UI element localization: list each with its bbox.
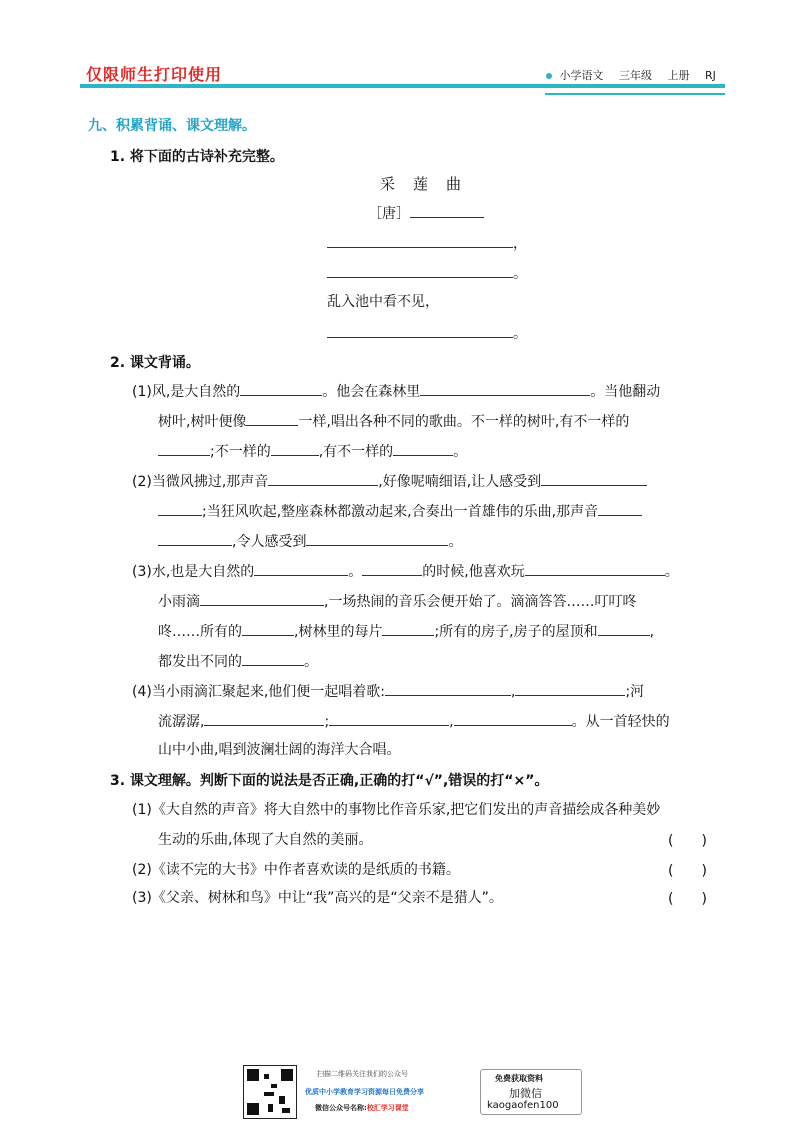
punct: ， [513, 236, 527, 252]
text: ,令人感受到 [232, 534, 307, 550]
text: (4)当小雨滴汇聚起来,他们便一起唱着歌: [132, 684, 385, 700]
volume-label: 上册 [667, 69, 690, 82]
recite-paragraph-4-line-2 [158, 710, 670, 732]
question-1-label: 1. 将下面的古诗补充完整。 [110, 149, 284, 165]
text: 都发出不同的 [158, 654, 242, 670]
bullet-icon [546, 73, 552, 79]
text: , [649, 624, 655, 640]
footer-account [315, 1103, 409, 1113]
wechat-badge [480, 1069, 582, 1115]
recite-paragraph-1-line-2 [158, 410, 629, 432]
text: , [511, 684, 516, 700]
recite-paragraph-3-line-1 [132, 560, 679, 582]
poem-blank-1[interactable] [327, 232, 513, 248]
blank[interactable] [242, 650, 304, 666]
judge-answer-box-3[interactable]: ( ) [668, 891, 707, 907]
footer-promo [243, 1065, 588, 1117]
recite-paragraph-3-line-3 [158, 620, 654, 642]
text: 。 [448, 534, 463, 550]
poem-blank-4[interactable] [327, 322, 513, 338]
blank[interactable] [393, 440, 453, 456]
blank[interactable] [254, 560, 348, 576]
text: 。 [664, 564, 679, 580]
text: 。从一首轻快的 [571, 714, 670, 730]
judge-item-2: (2)《读不完的大书》中作者喜欢读的是纸质的书籍。 [132, 862, 460, 878]
qr-code-icon[interactable] [243, 1065, 297, 1119]
blank[interactable] [515, 680, 625, 696]
blank[interactable] [240, 380, 322, 396]
text: 小雨滴 [158, 594, 200, 610]
text: 。 [453, 444, 468, 460]
blank[interactable] [362, 560, 422, 576]
judge-answer-box-1[interactable]: ( ) [668, 833, 707, 849]
text: ,好像呢喃细语,让人感受到 [378, 474, 542, 490]
blank[interactable] [525, 560, 665, 576]
text: 的时候,他喜欢玩 [422, 564, 525, 580]
badge-top-text: 免费获取资料 [495, 1074, 543, 1083]
poem-line-1 [327, 232, 527, 254]
footer-account-name: 校汇学习课堂 [366, 1104, 409, 1112]
footer-share-text: 优质中小学教育学习资源每日免费分享 [305, 1088, 424, 1096]
text: ;所有的房子,房子的屋顶和 [434, 624, 598, 640]
recite-paragraph-3-line-4 [158, 650, 318, 672]
recite-paragraph-4-line-1 [132, 680, 644, 702]
text: 。 [304, 654, 318, 670]
badge-mid-text: 加微信 [509, 1087, 542, 1100]
recite-paragraph-1-line-1 [132, 380, 660, 402]
text: 。他会在森林里 [322, 384, 421, 400]
blank[interactable] [268, 470, 378, 486]
judge-item-3: (3)《父亲、树林和鸟》中让“我”高兴的是“父亲不是猎人”。 [132, 890, 503, 906]
text: (2)当微风拂过,那声音 [132, 474, 269, 490]
poem-blank-2[interactable] [327, 262, 513, 278]
text: ;当狂风吹起,整座森林都激动起来,合奏出一首雄伟的乐曲,那声音 [202, 504, 599, 520]
header-rule [80, 84, 725, 88]
question-2-label: 2. 课文背诵。 [110, 355, 200, 371]
blank[interactable] [382, 620, 434, 636]
text: ,有不一样的 [318, 444, 394, 460]
grade-label: 三年级 [619, 69, 652, 82]
blank[interactable] [200, 590, 324, 606]
text: (1)风,是大自然的 [132, 384, 241, 400]
recite-paragraph-2-line-2 [158, 500, 642, 522]
blank[interactable] [454, 710, 572, 726]
header-rule-secondary [545, 93, 725, 95]
blank[interactable] [271, 440, 319, 456]
dynasty-label: ［唐］ [368, 206, 410, 222]
judge-item-1-line-2: 生动的乐曲,体现了大自然的美丽。 [158, 832, 373, 848]
blank[interactable] [329, 710, 449, 726]
recite-paragraph-3-line-2 [158, 590, 636, 612]
text: 流潺潺, [158, 714, 205, 730]
poem-line-3: 乱入池中看不见， [327, 294, 439, 310]
text: ;不一样的 [210, 444, 271, 460]
recite-paragraph-1-line-3 [158, 440, 467, 462]
text: 树叶,树叶便像 [158, 414, 247, 430]
blank[interactable] [420, 380, 590, 396]
blank[interactable] [242, 620, 294, 636]
edition-label: RJ [705, 69, 716, 82]
recite-paragraph-2-line-3 [158, 530, 462, 552]
text: , [449, 714, 454, 730]
text: 一样,唱出各种不同的歌曲。不一样的树叶,有不一样的 [298, 414, 630, 430]
blank[interactable] [158, 440, 210, 456]
blank[interactable] [158, 530, 232, 546]
judge-answer-box-2[interactable]: ( ) [668, 863, 707, 879]
poem-line-2 [327, 262, 527, 284]
judge-item-1-line-1: (1)《大自然的声音》将大自然中的事物比作音乐家,把它们发出的声音描绘成各种美妙 [132, 802, 661, 818]
poem-title: 采莲曲 [380, 175, 480, 193]
blank[interactable] [158, 500, 202, 516]
text: ,树林里的每片 [294, 624, 383, 640]
subject-label: 小学语文 [559, 69, 604, 82]
recite-paragraph-4-line-3: 山中小曲,唱到波澜壮阔的海洋大合唱。 [158, 742, 401, 758]
blank[interactable] [385, 680, 511, 696]
recite-paragraph-2-line-1 [132, 470, 647, 492]
section-title: 九、积累背诵、课文理解。 [88, 118, 256, 134]
poem-line-4 [327, 322, 527, 344]
course-info [546, 67, 716, 83]
punct: 。 [513, 326, 527, 342]
author-blank[interactable] [410, 202, 484, 218]
text: 咚……所有的 [158, 624, 242, 640]
text: ,一场热闹的音乐会便开始了。滴滴答答……叮叮咚 [324, 594, 637, 610]
badge-wechat-id: kaogaofen100 [487, 1100, 559, 1111]
blank[interactable] [598, 500, 642, 516]
text: ; [324, 714, 330, 730]
text: ;河 [625, 684, 645, 700]
footer-account-label: 微信公众号名称: [315, 1104, 367, 1112]
blank[interactable] [541, 470, 647, 486]
text: (3)水,也是大自然的 [132, 564, 255, 580]
blank[interactable] [306, 530, 448, 546]
text: 。 [348, 564, 363, 580]
blank[interactable] [598, 620, 650, 636]
question-3-label: 3. 课文理解。判断下面的说法是否正确,正确的打“√”,错误的打“×”。 [110, 773, 549, 789]
print-restriction-label: 仅限师生打印使用 [86, 65, 223, 84]
text: 。当他翻动 [590, 384, 661, 400]
blank[interactable] [204, 710, 324, 726]
punct: 。 [513, 266, 527, 282]
blank[interactable] [246, 410, 298, 426]
poem-dynasty [368, 202, 484, 224]
footer-scan-text: 扫描二维码关注我们的公众号 [317, 1070, 408, 1078]
